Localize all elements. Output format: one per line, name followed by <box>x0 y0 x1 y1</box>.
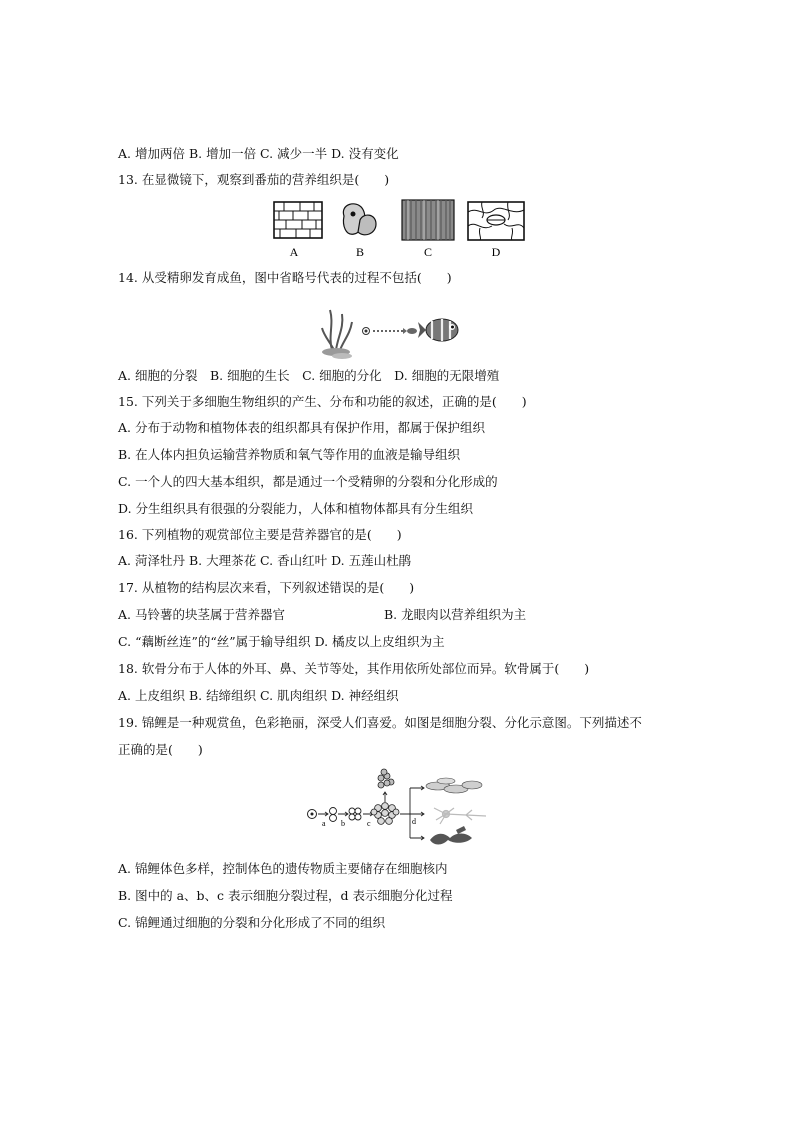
single-cell-image <box>308 810 317 819</box>
question-16-options: A. 菏泽牡丹 B. 大理茶花 C. 香山红叶 D. 五莲山杜鹃 <box>118 553 412 568</box>
muscle-tissue-image <box>430 826 472 845</box>
question-15-option-b: B. 在人体内担负运输营养物质和氧气等作用的血液是输导组织 <box>118 447 461 462</box>
question-19-option-b: B. 图中的 a、b、c 表示细胞分裂过程，d 表示细胞分化过程 <box>118 888 453 903</box>
tissue-a-image <box>274 202 322 238</box>
arrow-d-branch <box>400 786 424 840</box>
label-a: a <box>322 819 326 828</box>
cell-cluster-image <box>371 803 399 825</box>
figure-label-d: D <box>491 245 501 259</box>
question-15: 15. 下列关于多细胞生物组织的产生、分布和功能的叙述，正确的是( ) <box>118 394 527 409</box>
label-d: d <box>412 817 416 826</box>
question-17-option-a: A. 马铃薯的块茎属于营养器官 <box>118 607 285 622</box>
two-cells-image <box>330 808 337 822</box>
figure-q19-cell-division <box>306 768 496 848</box>
egg-image <box>363 328 370 335</box>
tissue-b-image <box>343 204 376 235</box>
figure-label-c: C <box>423 245 433 259</box>
arrow-up <box>383 792 387 802</box>
question-19-option-c: C. 锦鲤通过细胞的分裂和分化形成了不同的组织 <box>118 915 386 930</box>
ellipsis-dots <box>373 330 403 332</box>
arrow-a <box>318 812 328 816</box>
nerve-tissue-image <box>434 808 486 824</box>
top-cluster-image <box>378 769 394 788</box>
question-19-line1: 19. 锦鲤是一种观赏鱼，色彩艳丽，深受人们喜爱。如图是细胞分裂、分化示意图。下列描述不 <box>118 715 642 730</box>
figure-q14-fish-development <box>318 300 478 362</box>
question-19-line2: 正确的是( ) <box>118 742 203 757</box>
question-14: 14. 从受精卵发育成鱼，图中省略号代表的过程不包括( ) <box>118 270 452 285</box>
tissue-d-image <box>468 202 524 240</box>
question-18: 18. 软骨分布于人体的外耳、鼻、关节等处，其作用依所处部位而异。软骨属于( ) <box>118 661 590 676</box>
adult-fish-image <box>418 319 458 341</box>
question-19-option-a: A. 锦鲤体色多样，控制体色的遗传物质主要储存在细胞核内 <box>118 861 448 876</box>
label-c: c <box>367 819 371 828</box>
question-16: 16. 下列植物的观赏部位主要是营养器官的是( ) <box>118 527 402 542</box>
question-13: 13. 在显微镜下，观察到番茄的营养组织是( ) <box>118 172 390 187</box>
question-17: 17. 从植物的结构层次来看，下列叙述错误的是( ) <box>118 580 415 595</box>
figure-label-a: A <box>289 245 299 259</box>
question-17-options-cd: C. “藕断丝连”的“丝”属于输导组织 D. 橘皮以上皮组织为主 <box>118 634 445 649</box>
figure-label-b: B <box>355 245 365 259</box>
four-cells-image <box>349 808 361 820</box>
line-option-q12: A. 增加两倍 B. 增加一倍 C. 减少一半 D. 没有变化 <box>118 146 399 161</box>
small-fish-image <box>403 328 417 334</box>
question-15-option-a: A. 分布于动物和植物体表的组织都具有保护作用，都属于保护组织 <box>118 420 485 435</box>
question-15-option-c: C. 一个人的四大基本组织，都是通过一个受精卵的分裂和分化形成的 <box>118 474 498 489</box>
arrow-b <box>338 812 348 816</box>
tissue-c-image <box>402 200 454 240</box>
question-14-options: A. 细胞的分裂 B. 细胞的生长 C. 细胞的分化 D. 细胞的无限增殖 <box>118 368 500 383</box>
question-18-options: A. 上皮组织 B. 结缔组织 C. 肌肉组织 D. 神经组织 <box>118 688 399 703</box>
question-17-option-b: B. 龙眼肉以营养组织为主 <box>384 607 527 622</box>
seaweed-image <box>322 310 352 359</box>
epithelial-tissue-image <box>426 778 482 793</box>
question-15-option-d: D. 分生组织具有很强的分裂能力，人体和植物体都具有分生组织 <box>118 501 474 516</box>
label-b: b <box>341 819 345 828</box>
figure-q13-tissues <box>268 198 528 260</box>
